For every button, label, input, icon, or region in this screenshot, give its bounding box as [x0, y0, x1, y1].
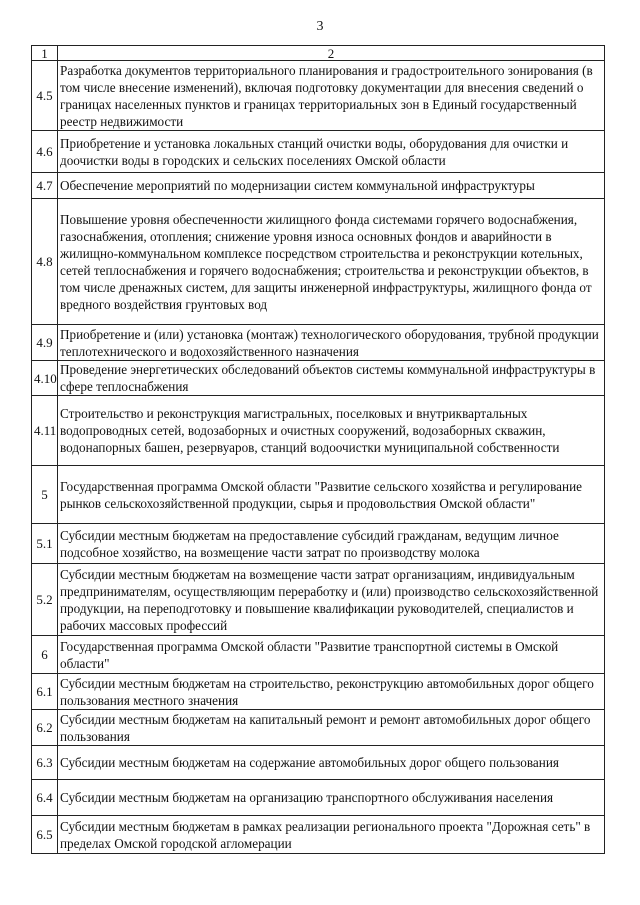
page-number: 3 [316, 19, 324, 34]
row-text: Субсидии местным бюджетам на возмещение части затрат организациям, индивидуальным предпринимателям, осуществляющим переработку и (или) производство сельскохозяйственной продукции, на переподготовку и повышение квалификации руководителей, специалистов и рабочих массовых профессий [58, 564, 605, 636]
row-number: 6.5 [32, 816, 58, 854]
header-row [32, 46, 605, 61]
row-text: Государственная программа Омской области "Развитие сельского хозяйства и регулирование рынков сельскохозяйственной продукции, сырья и продовольствия Омской области" [58, 466, 605, 524]
table-row [32, 325, 605, 361]
table-row [32, 524, 605, 564]
table-row [32, 199, 605, 325]
row-number: 6.4 [32, 780, 58, 816]
row-number: 4.11 [32, 396, 58, 466]
table-row [32, 780, 605, 816]
row-number: 4.9 [32, 325, 58, 361]
header-col-1: 1 [32, 46, 58, 61]
row-number: 4.8 [32, 199, 58, 325]
table-row [32, 61, 605, 131]
row-text: Субсидии местным бюджетам на строительство, реконструкцию автомобильных дорог общего пользования местного значения [58, 674, 605, 710]
header-col-2: 2 [58, 46, 605, 61]
table-row [32, 361, 605, 396]
row-number: 4.5 [32, 61, 58, 131]
row-text: Субсидии местным бюджетам на организацию транспортного обслуживания населения [58, 780, 605, 816]
row-text: Субсидии местным бюджетам на предоставление субсидий гражданам, ведущим личное подсобное хозяйство, на возмещение части затрат по производству молока [58, 524, 605, 564]
row-text: Повышение уровня обеспеченности жилищного фонда системами горячего водоснабжения, газоснабжения, отопления; снижение уровня износа основных фондов и аварийности в жилищно-коммунальном комплексе посредством строительства и реконструкции котельных, сетей теплоснабжения и горячего водоснабжения; строительства и реконструкции объектов, в том числе дренажных систем, для защиты инженерной инфраструктуры, жилищного фонда от вредного воздействия грунтовых вод [58, 199, 605, 325]
row-number: 5 [32, 466, 58, 524]
row-text: Строительство и реконструкция магистральных, поселковых и внутриквартальных водопроводных сетей, водозаборных и очистных сооружений, водозаборных скважин, водонапорных башен, резервуаров, станций водоочистки муниципальной собственности [58, 396, 605, 466]
row-number: 6 [32, 636, 58, 674]
table-row [32, 816, 605, 854]
row-number: 5.2 [32, 564, 58, 636]
table-row [32, 674, 605, 710]
row-number: 6.1 [32, 674, 58, 710]
row-text: Проведение энергетических обследований объектов системы коммунальной инфраструктуры в сфере теплоснабжения [58, 361, 605, 396]
row-text: Приобретение и (или) установка (монтаж) технологического оборудования, трубной продукции теплотехнического и водохозяйственного назначения [58, 325, 605, 361]
row-text: Субсидии местным бюджетам в рамках реализации регионального проекта "Дорожная сеть" в пределах Омской городской агломерации [58, 816, 605, 854]
table-row [32, 173, 605, 199]
row-text: Разработка документов территориального планирования и градостроительного зонирования (в том числе внесение изменений), включая подготовку документации для внесения сведений о границах населенных пунктов и границах территориальных зон в Единый государственный реестр недвижимости [58, 61, 605, 131]
row-number: 6.2 [32, 710, 58, 746]
table-row [32, 466, 605, 524]
table-row [32, 710, 605, 746]
row-number: 5.1 [32, 524, 58, 564]
row-number: 4.7 [32, 173, 58, 199]
row-text: Обеспечение мероприятий по модернизации систем коммунальной инфраструктуры [58, 173, 605, 199]
program-table [31, 45, 605, 854]
table-row [32, 636, 605, 674]
row-number: 4.6 [32, 131, 58, 173]
row-text: Субсидии местным бюджетам на содержание автомобильных дорог общего пользования [58, 746, 605, 780]
table-row [32, 131, 605, 173]
row-number: 6.3 [32, 746, 58, 780]
table-row [32, 746, 605, 780]
table-row [32, 564, 605, 636]
row-number: 4.10 [32, 361, 58, 396]
row-text: Государственная программа Омской области "Развитие транспортной системы в Омской области" [58, 636, 605, 674]
row-text: Субсидии местным бюджетам на капитальный ремонт и ремонт автомобильных дорог общего пользования [58, 710, 605, 746]
table-row [32, 396, 605, 466]
row-text: Приобретение и установка локальных станций очистки воды, оборудования для очистки и доочистки воды в городских и сельских поселениях Омской области [58, 131, 605, 173]
